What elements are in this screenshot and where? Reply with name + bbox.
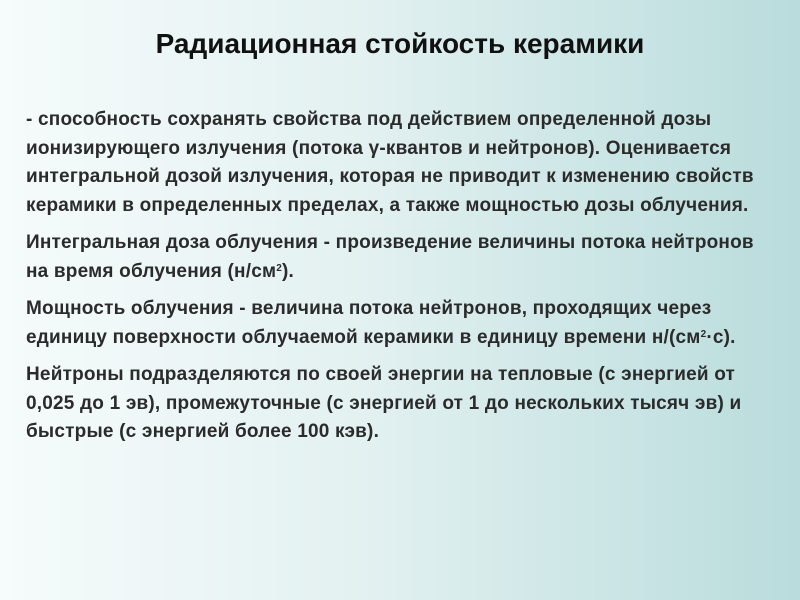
paragraph-dose-rate xyxy=(26,295,774,352)
paragraph-integral-dose xyxy=(26,229,774,286)
slide-body xyxy=(26,106,774,456)
paragraph-integral-dose-text: Интегральная доза облучения - произведение величины потока нейтронов на время облучения (н/см xyxy=(26,232,754,282)
paragraph-neutron-classes-text: Нейтроны подразделяются по своей энергии на тепловые (с энергией от 0,025 до 1 эв), промежуточные (с энергией от 1 до нескольких тысяч эв) и быстрые (с энергией более 100 кэв). xyxy=(26,364,742,442)
paragraph-definition-text: - способность сохранять свойства под действием определенной дозы ионизирующего излучения (потока γ-квантов и нейтронов). Оценивается интегральной дозой излучения, которая не приводит к изменению свойств керамики в определенных пределах, а также мощностью дозы облучения. xyxy=(26,109,754,216)
paragraph-dose-rate-tail: ·с). xyxy=(706,326,736,348)
paragraph-dose-rate-text: Мощность облучения - величина потока нейтронов, проходящих через единицу поверхности облучаемой керамики в единицу времени н/(см xyxy=(26,298,712,348)
paragraph-definition xyxy=(26,106,774,220)
superscript-2: 2 xyxy=(276,262,282,274)
slide-title: Радиационная стойкость керамики xyxy=(155,28,645,59)
superscript-2: 2 xyxy=(700,328,707,340)
paragraph-neutron-classes xyxy=(26,361,774,447)
paragraph-integral-dose-tail: ). xyxy=(282,260,295,282)
